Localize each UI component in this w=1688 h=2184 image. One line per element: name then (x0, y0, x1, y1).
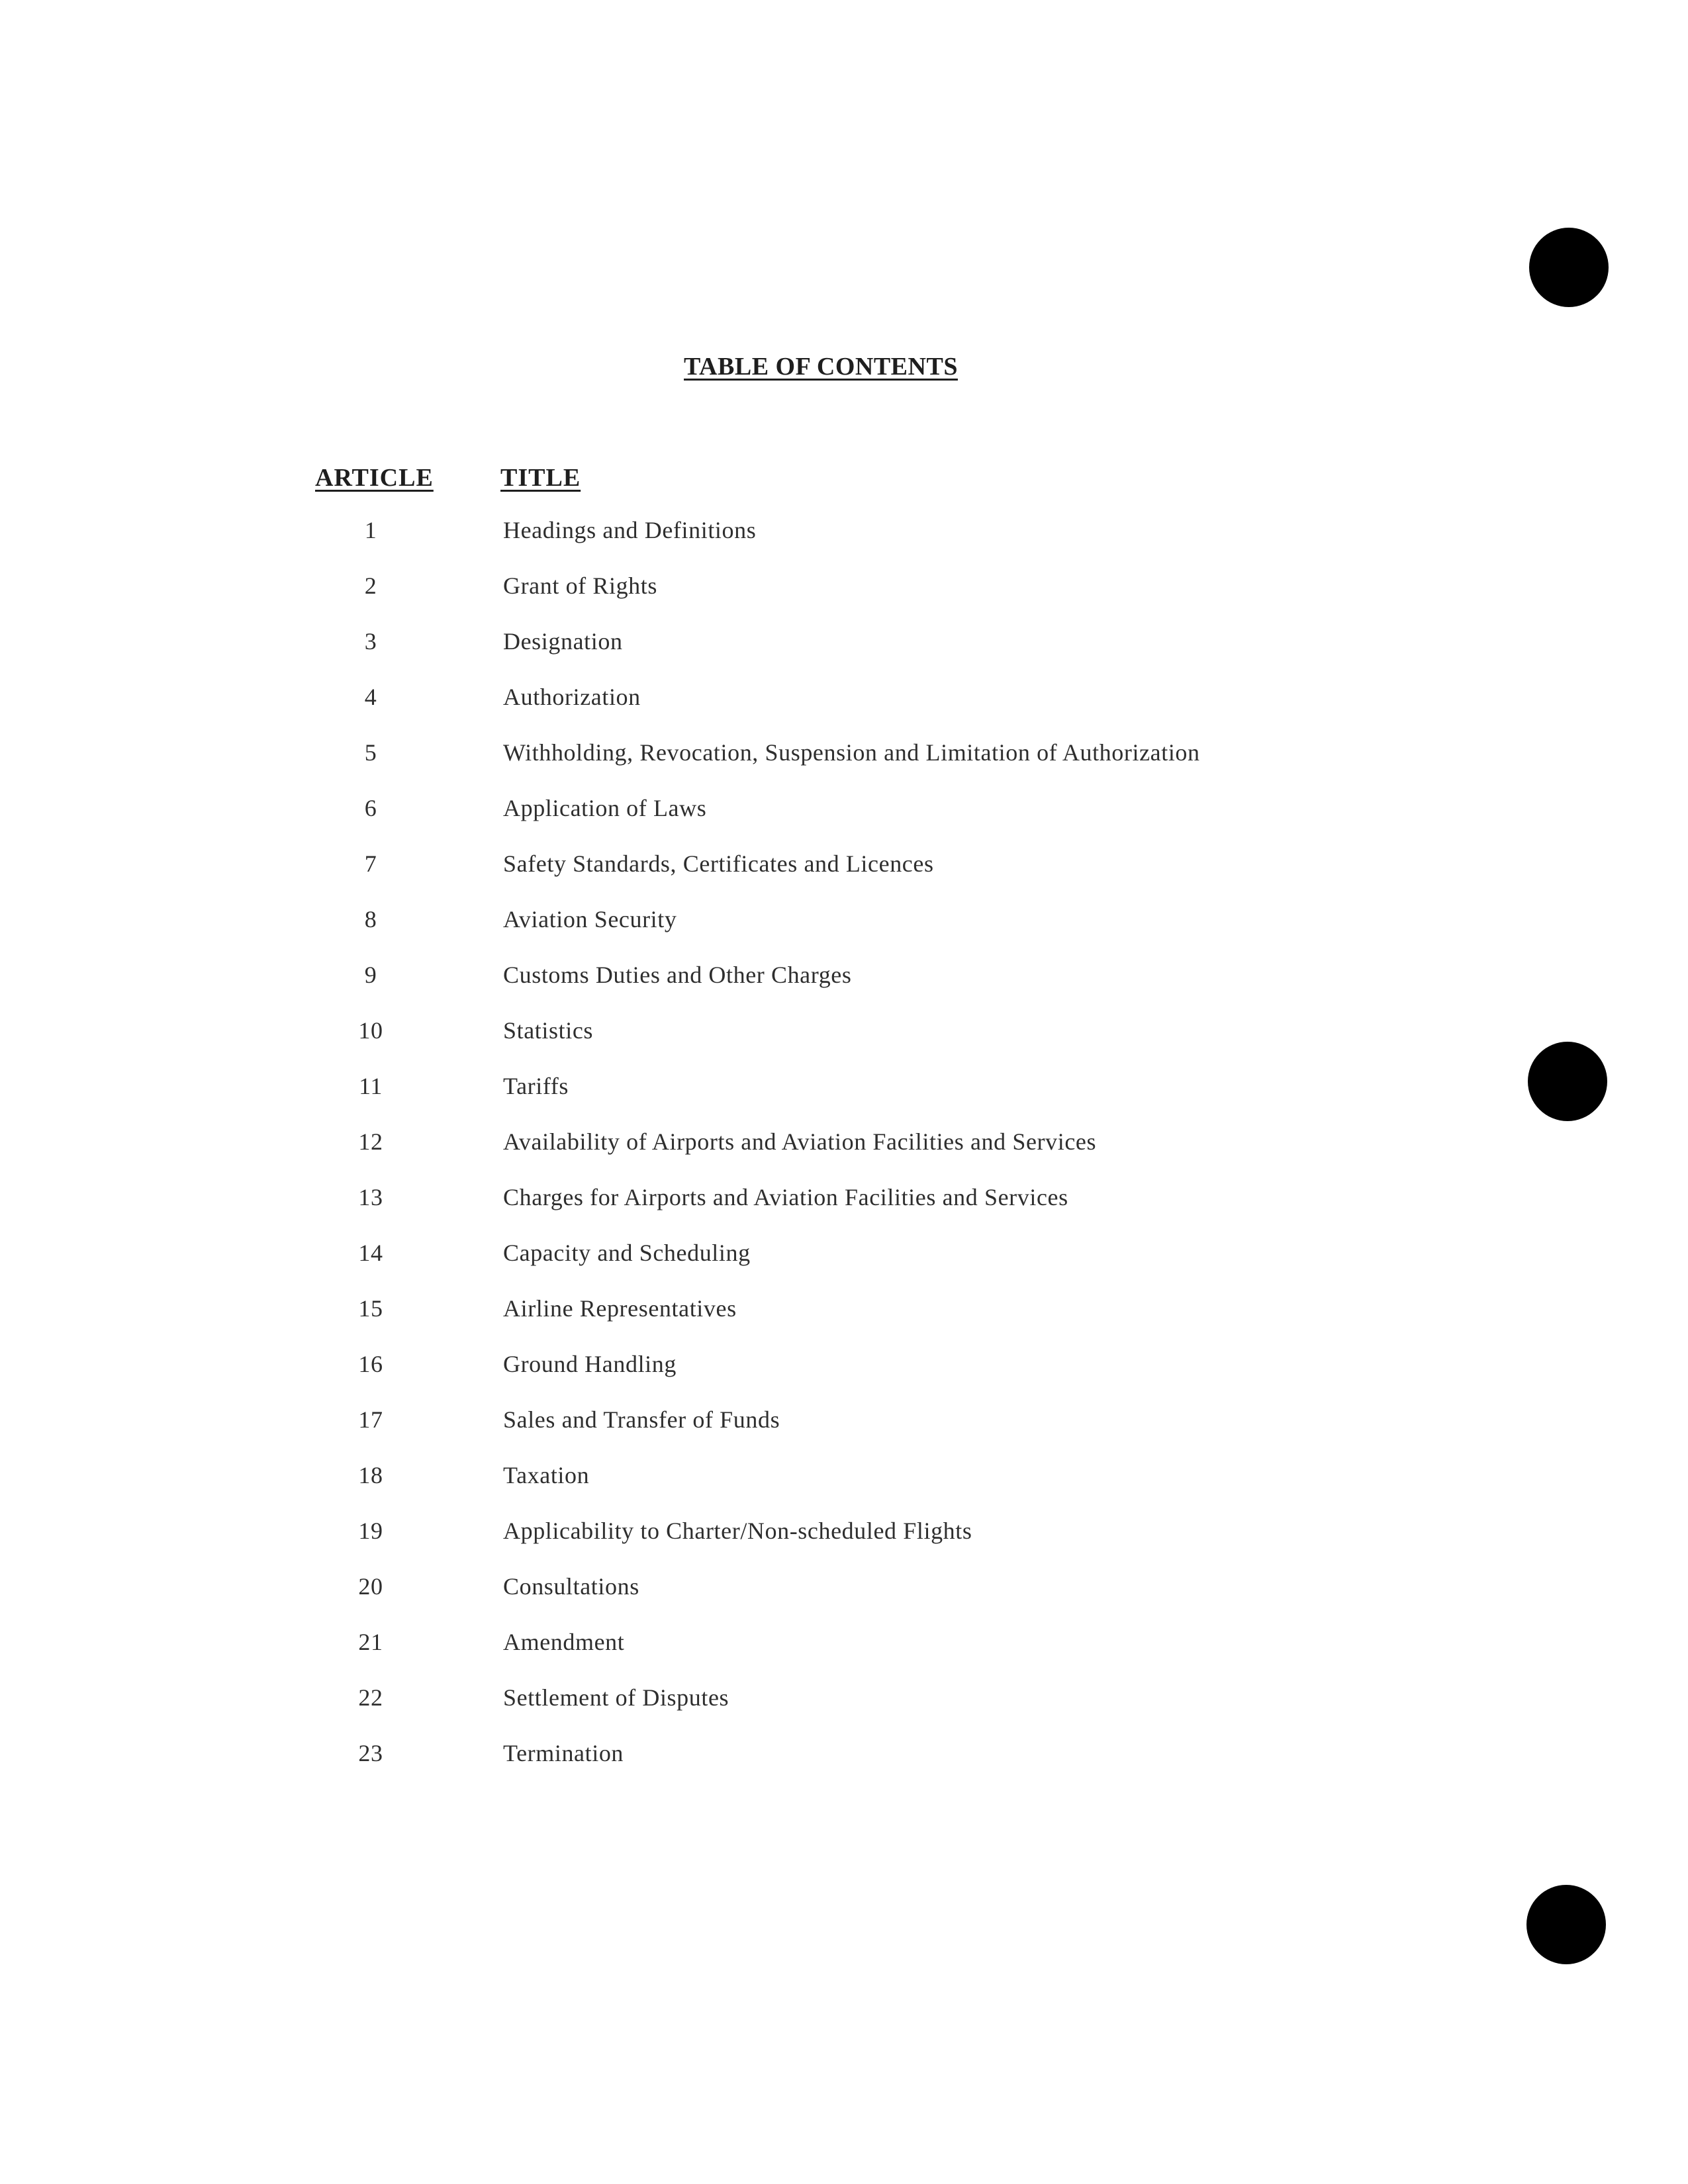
article-title: Application of Laws (503, 795, 707, 821)
toc-entry (0, 1175, 1688, 1231)
toc-entry (0, 1231, 1688, 1287)
article-title: Applicability to Charter/Non-scheduled Flights (503, 1518, 972, 1544)
article-title: Amendment (503, 1629, 625, 1655)
article-title: Withholding, Revocation, Suspension and Limitation of Authorization (503, 739, 1200, 766)
toc-entry (0, 675, 1688, 731)
toc-entry (0, 897, 1688, 953)
toc-entry (0, 564, 1688, 619)
toc-entry (0, 1620, 1688, 1676)
article-title: Settlement of Disputes (503, 1684, 729, 1711)
article-number: 13 (358, 1184, 383, 1210)
toc-entry (0, 1064, 1688, 1120)
article-title: Charges for Airports and Aviation Facilities and Services (503, 1184, 1068, 1210)
article-title: Consultations (503, 1573, 639, 1600)
article-number: 12 (358, 1128, 383, 1155)
article-title: Availability of Airports and Aviation Facilities and Services (503, 1128, 1097, 1155)
article-number: 1 (364, 517, 377, 543)
article-number: 17 (358, 1406, 383, 1433)
article-title: Aviation Security (503, 906, 677, 933)
article-number: 10 (358, 1017, 383, 1044)
toc-entry (0, 508, 1688, 564)
toc-entry (0, 1009, 1688, 1064)
article-title: Termination (503, 1740, 624, 1766)
toc-entry (0, 786, 1688, 842)
article-number: 2 (364, 572, 377, 599)
toc-entry (0, 1565, 1688, 1620)
article-title: Authorization (503, 684, 641, 710)
article-number: 15 (358, 1295, 383, 1322)
article-title: Airline Representatives (503, 1295, 737, 1322)
title-column-header: TITLE (500, 464, 581, 492)
toc-entry (0, 1342, 1688, 1398)
punch-hole-bottom (1526, 1885, 1606, 1964)
toc-entry (0, 731, 1688, 786)
article-number: 3 (364, 628, 377, 655)
page-title: TABLE OF CONTENTS (684, 353, 958, 381)
article-number: 5 (364, 739, 377, 766)
article-number: 9 (364, 962, 377, 988)
article-title: Safety Standards, Certificates and Licences (503, 850, 934, 877)
toc-entry (0, 842, 1688, 897)
article-title: Capacity and Scheduling (503, 1240, 751, 1266)
article-number: 20 (358, 1573, 383, 1600)
toc-entry (0, 1731, 1688, 1787)
article-number: 7 (364, 850, 377, 877)
article-number: 16 (358, 1351, 383, 1377)
toc-entry (0, 1287, 1688, 1342)
toc-entry (0, 1509, 1688, 1565)
article-title: Sales and Transfer of Funds (503, 1406, 780, 1433)
toc-entry (0, 1120, 1688, 1175)
toc-entry (0, 1453, 1688, 1509)
toc-entry (0, 953, 1688, 1009)
punch-hole-top (1529, 228, 1609, 307)
article-number: 21 (358, 1629, 383, 1655)
article-number: 8 (364, 906, 377, 933)
article-number: 23 (358, 1740, 383, 1766)
toc-list (0, 508, 1688, 1787)
article-title: Ground Handling (503, 1351, 677, 1377)
article-number: 4 (364, 684, 377, 710)
toc-entry (0, 1398, 1688, 1453)
article-title: Headings and Definitions (503, 517, 757, 543)
article-title: Grant of Rights (503, 572, 657, 599)
toc-entry (0, 619, 1688, 675)
article-number: 6 (364, 795, 377, 821)
toc-entry (0, 1676, 1688, 1731)
article-number: 14 (358, 1240, 383, 1266)
article-number: 11 (359, 1073, 383, 1099)
article-number: 22 (358, 1684, 383, 1711)
article-title: Taxation (503, 1462, 590, 1488)
article-title: Tariffs (503, 1073, 569, 1099)
article-title: Statistics (503, 1017, 594, 1044)
article-title: Designation (503, 628, 623, 655)
article-number: 19 (358, 1518, 383, 1544)
article-column-header: ARTICLE (315, 464, 434, 492)
article-title: Customs Duties and Other Charges (503, 962, 852, 988)
article-number: 18 (358, 1462, 383, 1488)
